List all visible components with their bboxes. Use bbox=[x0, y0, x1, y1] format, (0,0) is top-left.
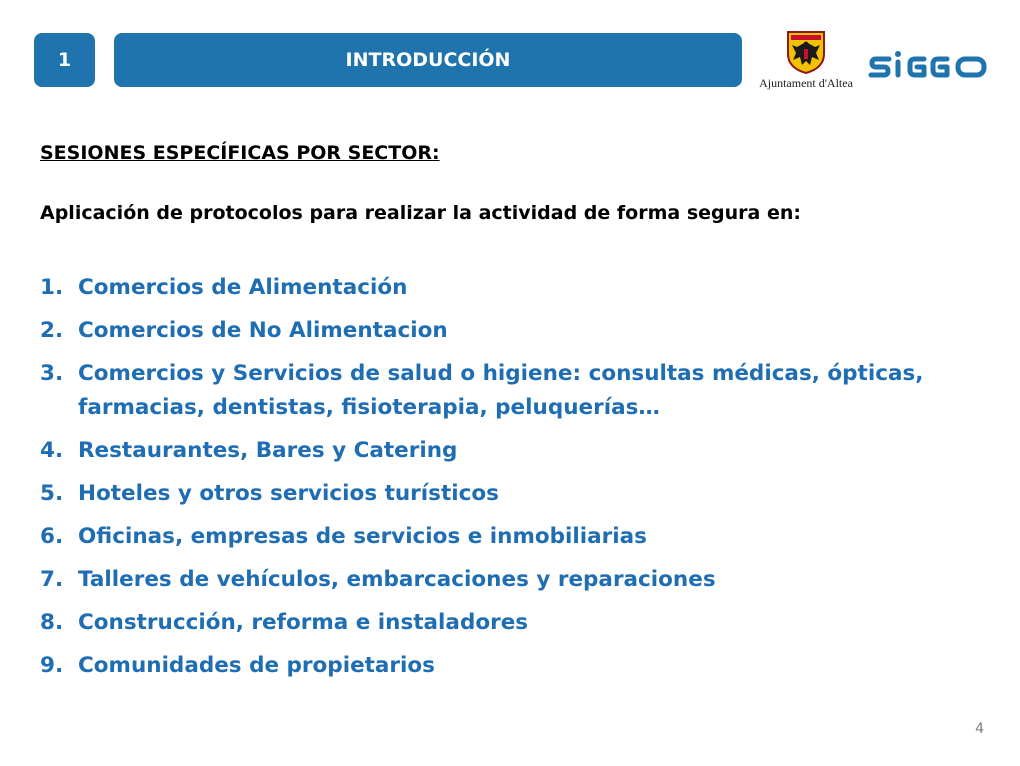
list-item-number: 3. bbox=[40, 361, 64, 386]
list-item-label: Hoteles y otros servicios turísticos bbox=[78, 481, 499, 506]
list-item-number: 4. bbox=[40, 438, 64, 463]
list-item-label: Talleres de vehículos, embarcaciones y reparaciones bbox=[78, 567, 716, 592]
siggo-logo bbox=[868, 47, 990, 85]
list-item-label: Comunidades de propietarios bbox=[78, 653, 435, 678]
list-item-label: Oficinas, empresas de servicios e inmobiliarias bbox=[78, 524, 647, 549]
list-item-number: 7. bbox=[40, 567, 64, 592]
list-item-number: 9. bbox=[40, 653, 64, 678]
list-item bbox=[40, 271, 940, 305]
intro-text: Aplicación de protocolos para realizar la actividad de forma segura en: bbox=[40, 202, 801, 224]
municipality-name: Ajuntament d'Altea bbox=[759, 76, 853, 90]
ajuntament-altea-logo bbox=[750, 30, 862, 94]
list-item bbox=[40, 357, 940, 425]
list-item bbox=[40, 314, 940, 348]
list-item-label: Comercios de No Alimentacion bbox=[78, 318, 448, 343]
list-item bbox=[40, 649, 940, 683]
section-number: 1 bbox=[57, 49, 72, 71]
list-item bbox=[40, 520, 940, 554]
list-item-number: 1. bbox=[40, 275, 64, 300]
list-item-number: 6. bbox=[40, 524, 64, 549]
list-item-label: Comercios de Alimentación bbox=[78, 275, 408, 300]
list-item-label: Restaurantes, Bares y Catering bbox=[78, 438, 458, 463]
list-item-number: 2. bbox=[40, 318, 64, 343]
list-item bbox=[40, 434, 940, 468]
list-item-number: 8. bbox=[40, 610, 64, 635]
list-item-label: Construcción, reforma e instaladores bbox=[78, 610, 529, 635]
sector-list bbox=[40, 271, 940, 692]
list-item bbox=[40, 477, 940, 511]
list-item bbox=[40, 606, 940, 640]
page-number: 4 bbox=[975, 721, 984, 737]
coat-of-arms-icon bbox=[785, 30, 827, 74]
slide-title: INTRODUCCIÓN bbox=[345, 49, 511, 71]
section-heading: SESIONES ESPECÍFICAS POR SECTOR: bbox=[40, 142, 440, 164]
list-item-label: Comercios y Servicios de salud o higiene: consultas médicas, ópticas, farmacias, dentistas, fisioterapia, peluquerías… bbox=[78, 361, 924, 420]
section-number-badge bbox=[34, 33, 95, 87]
list-item bbox=[40, 563, 940, 597]
slide-title-bar bbox=[114, 33, 742, 87]
list-item-number: 5. bbox=[40, 481, 64, 506]
